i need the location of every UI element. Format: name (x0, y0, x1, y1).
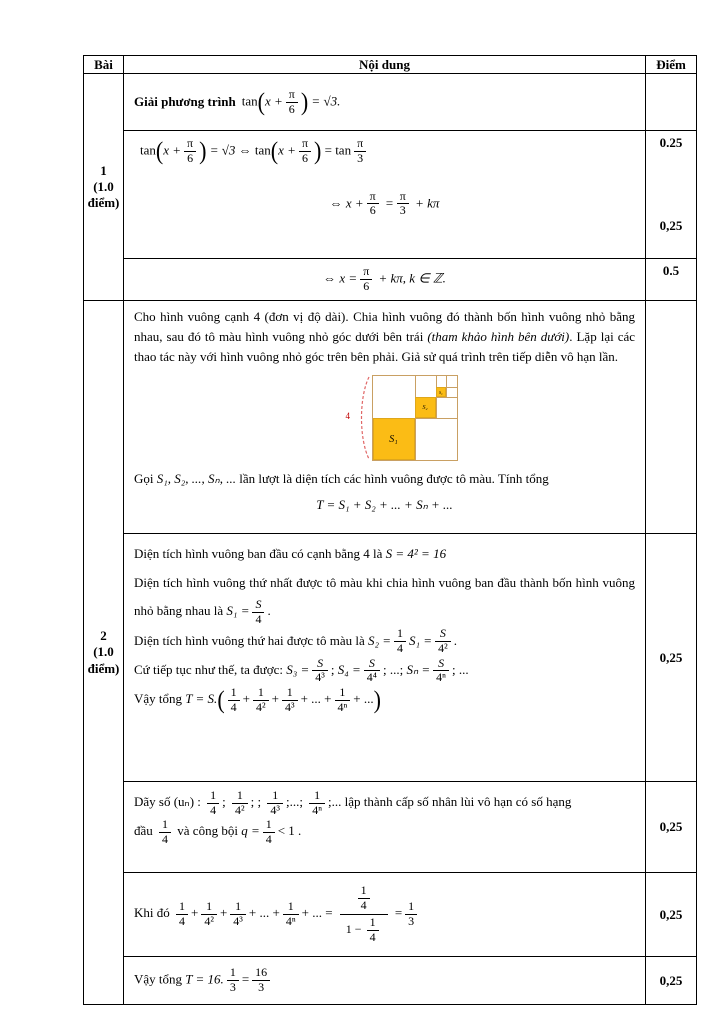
s1-equals-token: S₁ = (226, 603, 250, 619)
semicolons: ; ; (250, 794, 262, 809)
problem-1-title-text: Giải phương trình (134, 94, 236, 109)
x-plus-token: x + (278, 142, 296, 158)
points-cell (645, 782, 696, 872)
fraction-1-4sq: $\frac{1}{\text{4²}}$ (232, 789, 248, 818)
problem-1-solution-cell-1 (124, 131, 645, 258)
s-sequence: S₁, S₂, ..., Sₙ, ... (156, 471, 236, 487)
fraction-1-4n: $\frac{1}{\text{4ⁿ}}$ (283, 900, 299, 929)
problem-1-block (84, 73, 696, 300)
fraction-1-4n: $\frac{1}{\text{4ⁿ}}$ (335, 686, 351, 715)
points-cell (645, 131, 696, 258)
goi-tail-text: lần lượt là diện tích các hình vuông được tô màu. Tính tổng (235, 471, 549, 487)
header-col-noi-dung: Nội dung (359, 56, 410, 72)
header-col-diem: Điểm (645, 56, 696, 73)
fraction-1-4: $\frac{1}{4}$ (367, 916, 379, 945)
fraction-1-4: $\frac{1}{4}$ (394, 627, 406, 656)
header-col-bai: Bài (84, 56, 124, 73)
problem-2-label-cell (84, 301, 124, 1004)
iff-x-plus-token: ⇔ x + (329, 194, 364, 210)
square-label-s1: S₁ (389, 433, 398, 445)
problem-1-title-cell (124, 74, 645, 130)
fraction-1-4sq: $\frac{1}{\text{4²}}$ (253, 686, 269, 715)
goi-text: Gọi (134, 471, 157, 487)
fraction-S-4cu: $\frac{S}{\text{4³}}$ (312, 657, 328, 686)
points-cell (645, 259, 696, 300)
t-equals-16-token: T = 16. (185, 971, 224, 987)
squares-figure (345, 375, 458, 461)
points-cell (645, 534, 696, 781)
square-label-s3: S₃ (439, 389, 443, 395)
plus-dots: + ... + (300, 691, 332, 707)
problem-2-sequence-cell (124, 782, 645, 872)
problem-2-score: (1.0 điểm) (87, 644, 120, 676)
tan-token: tan (254, 142, 271, 158)
fraction-16-3: $\frac{16}{3}$ (252, 966, 270, 995)
solution-text: Diện tích hình vuông thứ nhất được tô màu khi chia hình vuông ban đầu thành bốn hình vuông nhỏ bằng nhau là (134, 574, 635, 619)
problem-2-limit-cell (124, 873, 645, 956)
sequence-text: và công bội (174, 823, 242, 839)
problem-2-final-row (124, 956, 696, 1004)
t-sum-formula: T = S₁ + S₂ + ... + Sₙ + ... (316, 497, 453, 513)
points-cell-empty (645, 301, 696, 533)
right-paren: ) (199, 136, 207, 166)
square-label-s2: S₂ (422, 404, 428, 411)
solution-line-1 (134, 540, 635, 569)
solution-line-2 (134, 569, 635, 627)
problem-2-sequence-row (124, 781, 696, 872)
side-brace-arc (356, 375, 372, 461)
left-paren: ( (257, 87, 265, 116)
plus-dots: + ... + (248, 905, 280, 921)
sequence-text: đầu (134, 823, 157, 839)
fraction-1-4: $\frac{1}{4}$ (228, 686, 240, 715)
problem-2-final-cell (124, 957, 645, 1004)
less-than-one: < 1 . (277, 823, 302, 839)
iff-x-equals-token: ⇔ x = (323, 270, 358, 286)
plus-k-pi-z-token: + kπ, k ∈ ℤ. (378, 270, 446, 286)
final-text: Vậy tổng (134, 971, 186, 987)
fraction-1-4: $\frac{1}{4}$ (358, 884, 370, 913)
equals-sqrt3-token: = √3. (311, 92, 341, 108)
right-paren: ) (314, 136, 322, 166)
solution-text: Vậy tổng (134, 691, 186, 707)
sequence-line-2 (134, 817, 635, 846)
problem-1-title-equation (242, 88, 341, 117)
fraction-pi-3: $\frac{\pi}{3}$ (354, 137, 366, 166)
statement-text: Cho hình vuông cạnh 4 (đơn vị độ dài). Chia hình vuông đó thành bốn hình vuông nhỏ bằng nhau, sau đó tô màu hình vuông nhỏ góc dưới bên trái (134, 309, 635, 345)
problem-2-statement-row (124, 301, 696, 533)
equals-sqrt3-iff-token: = √3 ⇔ (209, 142, 252, 158)
fraction-pi-6: $\frac{\pi}{6}$ (286, 88, 298, 117)
problem-2-block (84, 300, 696, 1004)
fraction-1-4: $\frac{1}{4}$ (263, 818, 275, 847)
points-cell-empty (645, 74, 696, 130)
plus: + (191, 905, 199, 921)
fraction-1-4cu: $\frac{1}{\text{4³}}$ (282, 686, 298, 715)
problem-2-rows (124, 301, 696, 1004)
fraction-S-4n: $\frac{S}{\text{4ⁿ}}$ (433, 657, 449, 686)
plus: + (271, 691, 279, 707)
s2-equals-token: S₂ = (367, 632, 392, 648)
problem-1-title-row (124, 74, 696, 130)
problem-2-statement-cell (124, 301, 645, 533)
problem-1-rows (124, 74, 696, 300)
fraction-1-4cu: $\frac{1}{\text{4³}}$ (267, 789, 283, 818)
plus-k-pi-token: + kπ (415, 194, 440, 210)
solution-line-4 (134, 656, 635, 685)
nested-fraction (340, 883, 388, 945)
problem-1-solution-cell-2 (124, 259, 645, 300)
semicolon-dots: ; ... (451, 661, 469, 677)
x-plus-token: x + (264, 92, 283, 108)
problem-2-solution-cell-1 (124, 534, 645, 781)
problem-1-score: (1.0 điểm) (87, 178, 120, 211)
shaded-square-s3 (436, 387, 447, 398)
problem-2-solution-row-1 (124, 533, 696, 781)
fraction-pi-6: $\frac{\pi}{6}$ (184, 137, 196, 166)
sequence-line-1 (134, 788, 635, 817)
one-minus-token: 1 − (345, 922, 362, 937)
t-equals-s-token: T = S. (185, 691, 218, 707)
plus: + (219, 905, 228, 921)
semicolon-dots: ;...; (286, 794, 303, 809)
left-paren: ( (270, 136, 279, 166)
points-value: 0,25 (659, 972, 683, 988)
equals-token: = (394, 905, 403, 921)
plus-dots: + ... (353, 691, 374, 707)
problem-1-solution-row-1 (124, 130, 696, 258)
points-cell (645, 873, 696, 956)
statement-italic-text: (tham khảo hình bên dưới) (427, 329, 570, 345)
nested-fraction-numerator (340, 883, 388, 914)
s3-equals-token: S₃ = (286, 661, 310, 677)
fraction-S-4: $\frac{S}{4}$ (252, 598, 264, 627)
equals-token: = (241, 971, 250, 987)
fraction-1-4sq: $\frac{1}{\text{4²}}$ (201, 900, 217, 929)
nested-fraction-denominator (340, 914, 388, 946)
fraction-1-4: $\frac{1}{4}$ (207, 789, 219, 818)
solution-line-3 (134, 627, 635, 656)
plus: + (242, 691, 251, 707)
problem-1-label-cell (84, 74, 124, 300)
points-value: 0,25 (659, 819, 683, 834)
equals-token: = (384, 194, 394, 210)
semicolon: ; (330, 661, 335, 677)
answer-key-table (83, 55, 697, 1005)
fraction-pi-6: $\frac{\pi}{6}$ (360, 265, 372, 294)
fraction-1-4n: $\frac{1}{\text{4ⁿ}}$ (309, 789, 325, 818)
sequence-text: Dãy số (uₙ) : (134, 794, 205, 809)
statement-text: . Lặp lại các thao tác này với hình vuông nhỏ góc trên bên phải. Giả sử quá trình trên tiếp diễn vô hạn lần. (134, 329, 636, 365)
solution-line-5 (134, 685, 635, 714)
equals-tan-token: = tan (324, 142, 352, 158)
s-equals-16: S = 4² = 16 (385, 546, 447, 561)
solution-text: Diện tích hình vuông thứ hai được tô màu là (134, 632, 368, 648)
sequence-tail-text: ;... lập thành cấp số nhân lùi vô hạn có số hạng (328, 794, 572, 809)
q-equals-token: q = (241, 823, 260, 839)
tan-token: tan (140, 142, 156, 158)
points-value: 0,25 (659, 218, 683, 233)
problem-1-solution-row-2 (124, 258, 696, 300)
fraction-pi-3: $\frac{\pi}{3}$ (397, 190, 409, 219)
outer-square (372, 375, 458, 461)
fraction-1-4cu: $\frac{1}{\text{4³}}$ (230, 900, 246, 929)
goi-line (134, 471, 635, 487)
problem-2-number: 2 (100, 628, 107, 644)
points-cell (645, 957, 696, 1004)
fraction-pi-6: $\frac{\pi}{6}$ (299, 137, 311, 166)
semicolon-dots: ; ...; (382, 661, 404, 677)
fraction-1-4: $\frac{1}{4}$ (159, 818, 171, 847)
problem-2-limit-row (124, 872, 696, 956)
fraction-1-3: $\frac{1}{3}$ (405, 900, 417, 929)
solution-text: Diện tích hình vuông ban đầu có cạnh bằng 4 là (134, 546, 386, 561)
left-paren: ( (217, 685, 225, 715)
tan-token: tan (241, 92, 258, 108)
fraction-S-4p4: $\frac{S}{\text{4⁴}}$ (364, 657, 380, 686)
points-value: 0,25 (659, 649, 683, 665)
fraction-S-4sq: $\frac{S}{\text{4²}}$ (435, 627, 451, 656)
s1-equals-token: S₁ = (409, 632, 433, 648)
equation-line-1 (134, 137, 635, 166)
sn-equals-token: Sₙ = (406, 661, 431, 677)
side-length-label: 4 (345, 411, 350, 422)
problem-1-number: 1 (100, 162, 107, 178)
solution-text: Cứ tiếp tục như thế, ta được: (134, 661, 287, 677)
table-header-row (84, 56, 696, 73)
x-plus-token: x + (163, 142, 182, 158)
fraction-1-3: $\frac{1}{3}$ (227, 966, 239, 995)
s4-equals-token: S₄ = (337, 661, 361, 677)
period: . (453, 632, 457, 648)
final-equation (134, 966, 273, 995)
shaded-square-s1 (373, 418, 415, 460)
right-paren: ) (373, 685, 381, 715)
fraction-pi-6: $\frac{\pi}{6}$ (367, 190, 379, 219)
semicolon: ; (222, 794, 226, 809)
right-paren: ) (300, 87, 309, 116)
limit-text: Khi đó (134, 905, 173, 921)
equation-line-2 (134, 190, 635, 219)
points-value: 0.5 (662, 263, 680, 278)
left-paren: ( (155, 136, 164, 166)
points-value: 0,25 (659, 906, 683, 922)
fraction-1-4: $\frac{1}{4}$ (176, 900, 188, 929)
points-value: 0.25 (659, 135, 683, 150)
statement-paragraph (134, 307, 635, 367)
limit-equation (134, 883, 420, 945)
shaded-square-s2 (415, 397, 436, 418)
plus-dots-equals: + ... = (301, 905, 333, 921)
period: . (267, 603, 271, 619)
